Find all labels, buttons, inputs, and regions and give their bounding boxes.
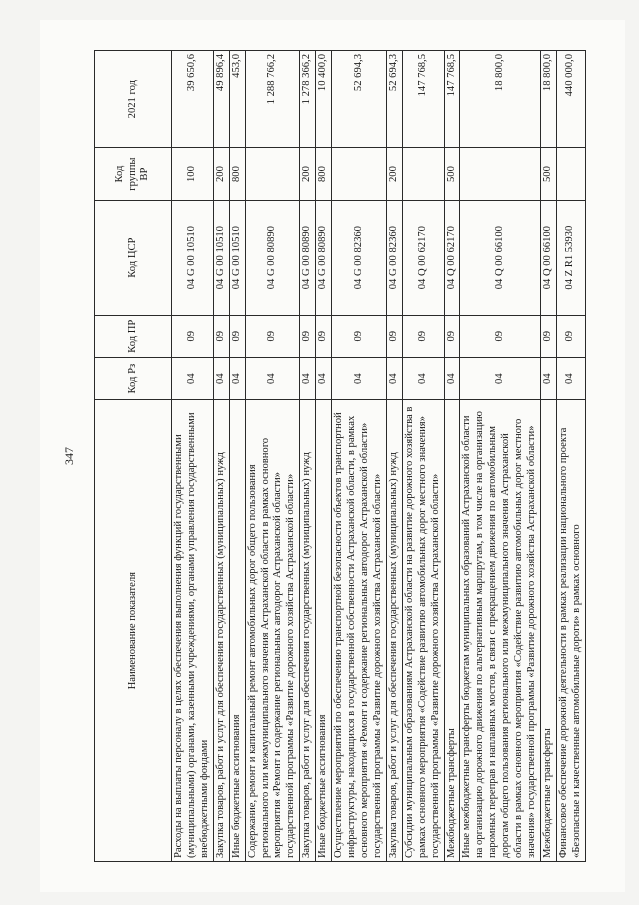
row-csr: 04 Q 00 62170 bbox=[444, 200, 460, 315]
table-row bbox=[213, 51, 229, 862]
row-name: Межбюджетные трансферты bbox=[540, 400, 556, 862]
budget-table bbox=[94, 50, 586, 862]
row-vr bbox=[556, 148, 585, 200]
row-csr: 04 G 00 10510 bbox=[229, 200, 245, 315]
row-sum: 52 694,3 bbox=[332, 51, 387, 148]
row-sum: 147 768,5 bbox=[402, 51, 444, 148]
row-name: Закупка товаров, работ и услуг для обеспечения государственных (муниципальных) нужд bbox=[386, 400, 402, 862]
row-csr: 04 G 00 82360 bbox=[332, 200, 387, 315]
row-rz: 04 bbox=[540, 357, 556, 399]
header-sum: 2021 год bbox=[95, 51, 172, 148]
row-name: Субсидии муниципальным образованиям Астраханской области на развитие дорожного хозяйства в рамках основного мероприятия «Содействие развитию автомобильных дорог местного значения» государственной программы «Развитие дорожного хозяйства Астраханской области» bbox=[402, 400, 444, 862]
row-name: Расходы на выплаты персоналу в целях обеспечения выполнения функций государственными (муниципальными) органами, казенными учреждениями, органами управления государственными внебюджетными фондами bbox=[172, 400, 214, 862]
row-sum: 440 000,0 bbox=[556, 51, 585, 148]
row-name: Финансовое обеспечение дорожной деятельности в рамках реализации национального проекта «Безопасные и качественные автомобильные дороги» в рамках основного bbox=[556, 400, 585, 862]
row-rz: 04 bbox=[556, 357, 585, 399]
table-row bbox=[316, 51, 332, 862]
row-vr bbox=[332, 148, 387, 200]
row-vr: 800 bbox=[229, 148, 245, 200]
row-pr: 09 bbox=[316, 315, 332, 357]
rotated-content bbox=[40, 20, 625, 892]
row-rz: 04 bbox=[444, 357, 460, 399]
row-name: Закупка товаров, работ и услуг для обеспечения государственных (муниципальных) нужд bbox=[300, 400, 316, 862]
row-name: Осуществление мероприятий по обеспечению транспортной безопасности объектов транспортной инфраструктуры, находящихся в государственной собственности Астраханской области, в рамках основного мероприятия «Ремонт и содержание региональных автодорог Астраханской области» государственной программы «Развитие дорожного хозяйства Астраханской области» bbox=[332, 400, 387, 862]
table-row bbox=[460, 51, 541, 862]
row-vr: 200 bbox=[300, 148, 316, 200]
row-vr: 800 bbox=[316, 148, 332, 200]
row-name: Иные межбюджетные трансферты бюджетам муниципальных образований Астраханской области на организацию дорожного движения по альтернативным маршрутам, в том числе на организацию паромных переправ и наплавных мостов, в связи с прекращением движения по автомобильным дорогам общего пользования регионального или межмуниципального значения Астраханской области в рамках основного мероприятия «Содействие развитию автомобильных дорог местного значения» государственной программы «Развитие дорожного хозяйства Астраханской области» bbox=[460, 400, 541, 862]
row-rz: 04 bbox=[332, 357, 387, 399]
row-rz: 04 bbox=[402, 357, 444, 399]
row-name: Содержание, ремонт и капитальный ремонт автомобильных дорог общего пользования регионального или межмуниципального значения Астраханской области в рамках основного мероприятия «Ремонт и содержание региональных автодорог Астраханской области» государственной программы «Развитие дорожного хозяйства Астраханской области» bbox=[245, 400, 300, 862]
row-rz: 04 bbox=[386, 357, 402, 399]
row-pr: 09 bbox=[172, 315, 214, 357]
row-rz: 04 bbox=[229, 357, 245, 399]
table-row bbox=[540, 51, 556, 862]
header-rz: Код Рз bbox=[95, 357, 172, 399]
row-pr: 09 bbox=[229, 315, 245, 357]
row-rz: 04 bbox=[245, 357, 300, 399]
row-vr bbox=[460, 148, 541, 200]
row-pr: 09 bbox=[332, 315, 387, 357]
row-pr: 09 bbox=[444, 315, 460, 357]
row-csr: 04 G 00 80890 bbox=[245, 200, 300, 315]
table-header-row bbox=[95, 51, 172, 862]
document-page bbox=[40, 20, 625, 892]
row-csr: 04 G 00 82360 bbox=[386, 200, 402, 315]
page-number: 347 bbox=[62, 447, 76, 465]
row-sum: 39 650,6 bbox=[172, 51, 214, 148]
table-row bbox=[386, 51, 402, 862]
table-row bbox=[332, 51, 387, 862]
row-pr: 09 bbox=[540, 315, 556, 357]
row-pr: 09 bbox=[556, 315, 585, 357]
header-pr: Код ПР bbox=[95, 315, 172, 357]
row-sum: 49 896,4 bbox=[213, 51, 229, 148]
row-vr bbox=[402, 148, 444, 200]
row-pr: 09 bbox=[300, 315, 316, 357]
row-pr: 09 bbox=[460, 315, 541, 357]
row-vr: 500 bbox=[540, 148, 556, 200]
row-sum: 1 288 766,2 bbox=[245, 51, 300, 148]
row-sum: 10 400,0 bbox=[316, 51, 332, 148]
table-row bbox=[402, 51, 444, 862]
header-vr: Код группы ВР bbox=[95, 148, 172, 200]
table-row bbox=[444, 51, 460, 862]
header-csr: Код ЦСР bbox=[95, 200, 172, 315]
row-vr: 200 bbox=[213, 148, 229, 200]
row-vr: 500 bbox=[444, 148, 460, 200]
row-csr: 04 G 00 80890 bbox=[300, 200, 316, 315]
row-rz: 04 bbox=[460, 357, 541, 399]
row-csr: 04 G 00 80890 bbox=[316, 200, 332, 315]
row-pr: 09 bbox=[386, 315, 402, 357]
row-sum: 52 694,3 bbox=[386, 51, 402, 148]
row-sum: 18 800,0 bbox=[460, 51, 541, 148]
row-pr: 09 bbox=[213, 315, 229, 357]
table-row bbox=[245, 51, 300, 862]
row-sum: 1 278 366,2 bbox=[300, 51, 316, 148]
row-rz: 04 bbox=[316, 357, 332, 399]
table-row bbox=[300, 51, 316, 862]
row-vr: 100 bbox=[172, 148, 214, 200]
row-name: Иные бюджетные ассигнования bbox=[316, 400, 332, 862]
table-row bbox=[172, 51, 214, 862]
row-sum: 18 800,0 bbox=[540, 51, 556, 148]
row-rz: 04 bbox=[213, 357, 229, 399]
row-rz: 04 bbox=[172, 357, 214, 399]
row-vr: 200 bbox=[386, 148, 402, 200]
row-csr: 04 Q 00 66100 bbox=[540, 200, 556, 315]
row-csr: 04 Q 00 62170 bbox=[402, 200, 444, 315]
row-pr: 09 bbox=[402, 315, 444, 357]
row-csr: 04 G 00 10510 bbox=[213, 200, 229, 315]
table-row bbox=[556, 51, 585, 862]
row-sum: 453,0 bbox=[229, 51, 245, 148]
row-name: Межбюджетные трансферты bbox=[444, 400, 460, 862]
row-rz: 04 bbox=[300, 357, 316, 399]
table-row bbox=[229, 51, 245, 862]
header-name: Наименование показателя bbox=[95, 400, 172, 862]
row-name: Иные бюджетные ассигнования bbox=[229, 400, 245, 862]
row-csr: 04 G 00 10510 bbox=[172, 200, 214, 315]
row-vr bbox=[245, 148, 300, 200]
row-csr: 04 Q 00 66100 bbox=[460, 200, 541, 315]
row-pr: 09 bbox=[245, 315, 300, 357]
row-sum: 147 768,5 bbox=[444, 51, 460, 148]
row-csr: 04 Z R1 53930 bbox=[556, 200, 585, 315]
row-name: Закупка товаров, работ и услуг для обеспечения государственных (муниципальных) нужд bbox=[213, 400, 229, 862]
